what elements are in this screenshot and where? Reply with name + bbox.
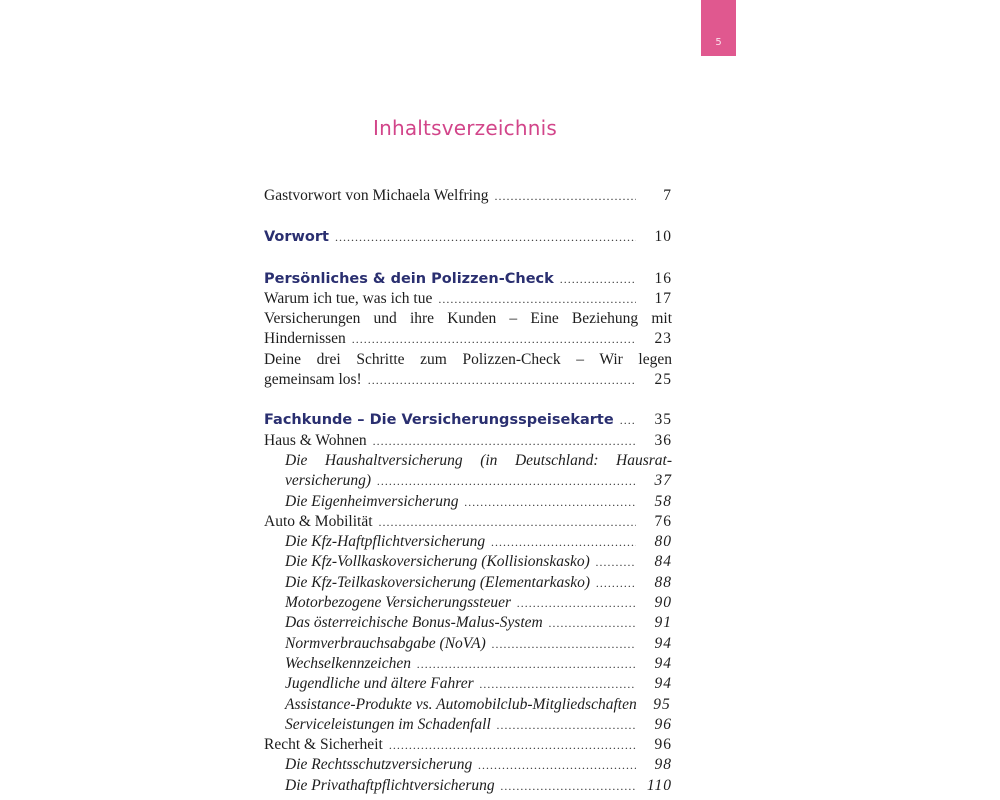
dot-leader (620, 410, 636, 430)
dot-leader (491, 532, 636, 552)
toc-entry[interactable] (264, 735, 672, 755)
toc-entry-page: 98 (654, 756, 672, 774)
toc-entry-page: 96 (654, 736, 672, 754)
toc-entry-title: Gastvorwort von Michaela Welfring (264, 187, 489, 204)
toc-entry-title: Warum ich tue, was ich tue (264, 289, 433, 307)
toc-entry-line1[interactable] (264, 309, 672, 329)
toc-title: Inhaltsverzeichnis (373, 116, 557, 140)
toc-subentry[interactable] (264, 695, 672, 715)
toc-entry[interactable] (264, 431, 672, 451)
toc-subentry[interactable] (264, 613, 672, 633)
toc-entry-page: 96 (654, 715, 672, 733)
toc-chapter[interactable] (264, 410, 672, 430)
toc-entry-line1[interactable] (264, 350, 672, 370)
toc-subentry-title: Die Kfz-Haftpflichtversicherung (285, 533, 486, 551)
toc-chapter-title: Fachkunde – Die Versicherungsspeisekarte (264, 412, 614, 429)
dot-leader (438, 289, 636, 309)
toc-entry-page: 35 (654, 411, 672, 429)
dot-leader (478, 755, 636, 775)
toc-entry-page: 37 (654, 472, 672, 490)
toc-entry-title: Haus & Wohnen (264, 431, 367, 449)
toc-entry-title: Deine drei Schritte zum Polizzen-Check – Wir legen (264, 350, 672, 368)
toc-entry-title-cont: Hindernissen (264, 330, 346, 348)
toc-subentry-title: Normverbrauchsabgabe (NoVA) (285, 634, 486, 652)
toc-subentry-title: Wechselkennzeichen (285, 654, 411, 672)
toc-entry-line2[interactable] (264, 370, 672, 390)
toc-subentry[interactable] (264, 715, 672, 735)
toc-subentry-title: Serviceleistungen im Schadenfall (285, 715, 491, 733)
toc-subentry[interactable] (264, 552, 672, 572)
dot-leader (596, 573, 636, 593)
toc-chapter[interactable] (264, 227, 672, 247)
dot-leader (352, 329, 636, 349)
toc-entry-page: 58 (654, 492, 672, 510)
toc-entry[interactable] (264, 289, 672, 309)
toc-chapter-title: Vorwort (264, 229, 329, 246)
dot-leader (389, 735, 636, 755)
toc-entry-page: 80 (654, 533, 672, 551)
toc-entry-page: 36 (654, 431, 672, 449)
toc-entry-page: 88 (654, 573, 672, 591)
toc-entry-page: 17 (654, 289, 672, 307)
toc-subentry[interactable] (264, 532, 672, 552)
toc-entry-page: 7 (663, 187, 672, 204)
dot-leader (379, 512, 637, 532)
dot-leader (497, 715, 636, 735)
toc-subentry-title: Die Eigenheimversicherung (285, 492, 459, 510)
toc-entry-page: 25 (654, 371, 672, 389)
toc-subentry-title-cont: versicherung) (285, 472, 372, 490)
page-number: 5 (715, 37, 722, 48)
dot-leader (368, 370, 636, 390)
toc-entry-page: 95 (653, 695, 671, 713)
toc-entry-title-cont: gemeinsam los! (264, 371, 362, 389)
toc-entry-line2[interactable] (264, 329, 672, 349)
toc-entry-page: 16 (654, 269, 672, 287)
toc-subentry[interactable] (264, 593, 672, 613)
toc-entry[interactable] (264, 512, 672, 532)
toc-entry-page: 110 (646, 776, 672, 794)
toc-subentry-line2[interactable] (264, 471, 672, 491)
dot-leader (417, 654, 636, 674)
toc-entry-page: 90 (654, 594, 672, 612)
toc-entry-page: 10 (654, 228, 672, 246)
dot-leader (335, 227, 636, 247)
table-of-contents (264, 186, 672, 796)
dot-leader (492, 634, 636, 654)
toc-subentry[interactable] (264, 573, 672, 593)
dot-leader (517, 593, 636, 613)
dot-leader (494, 186, 636, 206)
toc-subentry-title: Die Rechtsschutzversicherung (285, 756, 473, 774)
toc-subentry[interactable] (264, 654, 672, 674)
dot-leader (501, 776, 636, 796)
toc-chapter-title: Persönliches & dein Polizzen-Check (264, 270, 554, 287)
toc-entry-title: Auto & Mobilität (264, 512, 373, 530)
toc-subentry[interactable] (264, 634, 672, 654)
toc-entry-page: 23 (654, 330, 672, 348)
toc-entry-page: 94 (654, 634, 672, 652)
toc-entry-title: Recht & Sicherheit (264, 736, 383, 754)
dot-leader (549, 613, 636, 633)
toc-entry-page: 91 (654, 614, 672, 632)
dot-leader (377, 471, 636, 491)
toc-subentry[interactable] (264, 755, 672, 775)
toc-subentry-title: Jugendliche und ältere Fahrer (285, 675, 474, 693)
toc-subentry-line1[interactable] (264, 451, 672, 471)
toc-subentry-title: Die Haushaltversicherung (in Deutschland: Hausrat- (285, 451, 672, 469)
dot-leader (560, 269, 636, 289)
toc-subentry-title: Die Kfz-Teilkaskoversicherung (Elementarkasko) (285, 573, 591, 591)
toc-subentry[interactable] (264, 674, 672, 694)
dot-leader (464, 492, 636, 512)
toc-entry-page: 94 (654, 654, 672, 672)
toc-chapter[interactable] (264, 269, 672, 289)
toc-entry[interactable] (264, 186, 672, 206)
dot-leader (373, 431, 636, 451)
toc-subentry-title: Assistance-Produkte vs. Automobilclub-Mitgliedschaften (285, 695, 637, 713)
dot-leader (480, 674, 636, 694)
toc-entry-page: 94 (654, 675, 672, 693)
dot-leader (596, 552, 636, 572)
toc-entry-title: Versicherungen und ihre Kunden – Eine Beziehung mit (264, 310, 672, 328)
toc-subentry-title: Das österreichische Bonus-Malus-System (285, 614, 543, 632)
toc-subentry[interactable] (264, 776, 672, 796)
toc-entry-page: 84 (654, 553, 672, 571)
toc-subentry-title: Die Kfz-Vollkaskoversicherung (Kollisionskasko) (285, 553, 590, 571)
toc-subentry-title: Motorbezogene Versicherungssteuer (285, 594, 511, 612)
toc-entry-page: 76 (654, 512, 672, 530)
page-number-tab (701, 0, 736, 56)
toc-subentry-title: Die Privathaftpflichtversicherung (285, 776, 495, 794)
toc-subentry[interactable] (264, 492, 672, 512)
